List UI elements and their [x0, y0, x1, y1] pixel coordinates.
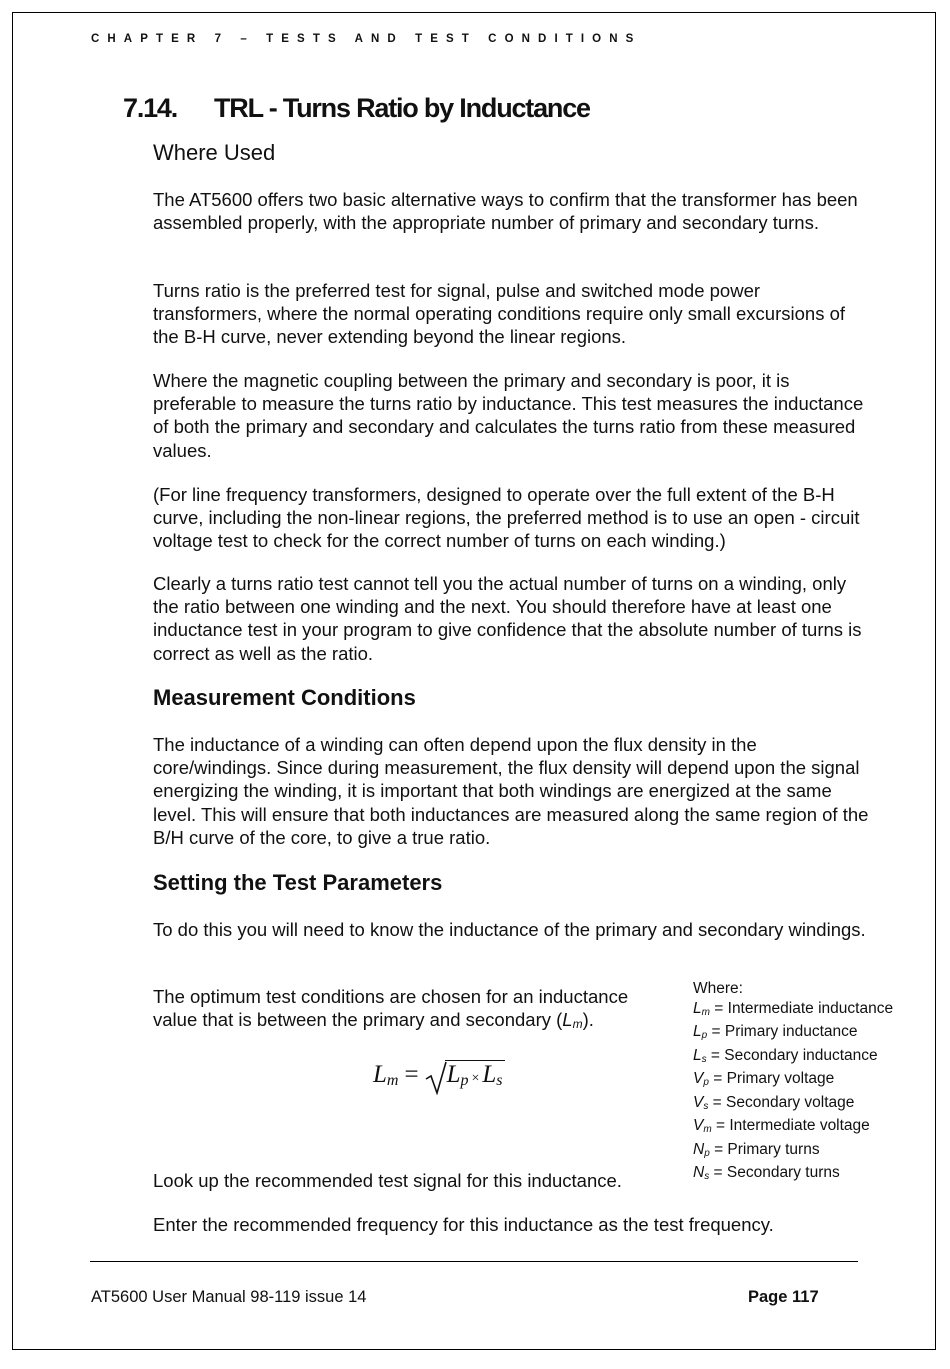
- formula-lhs: L: [373, 1061, 387, 1088]
- where-used-para-2: Turns ratio is the preferred test for signal, pulse and switched mode power transformers, where the normal operating conditions require only small excursions of the B-H curve, never extending beyond the linear regions.: [153, 280, 846, 348]
- legend-item: $L_p$ = Primary inductance: [693, 1023, 858, 1041]
- setting-heading-wrap: [153, 870, 873, 896]
- setting-para-1-wrap: [153, 918, 873, 941]
- formula-b: L: [482, 1061, 497, 1088]
- measurement-conditions-heading: Measurement Conditions: [153, 685, 416, 710]
- legend-item: $N_p$ = Primary turns: [693, 1140, 820, 1159]
- setting-para-2-text: The optimum test conditions are chosen for an inductance value that is between the primary and secondary (: [153, 986, 629, 1031]
- legend-item: $L_m$ = Intermediate inductance: [693, 999, 894, 1018]
- formula-sqrt-content: [445, 1060, 505, 1088]
- formula-lhs-sub: m: [386, 1072, 399, 1089]
- where-used-para-4-wrap: [153, 483, 873, 553]
- variable-legend: [693, 979, 893, 1187]
- measurement-heading-wrap: [153, 685, 873, 711]
- where-used-para-1-wrap: [153, 188, 873, 234]
- setting-para-4-wrap: [153, 1213, 873, 1236]
- setting-para-2: [153, 985, 663, 1036]
- setting-para-2-end: ).: [582, 1009, 594, 1031]
- setting-para-2-var: L: [562, 1009, 573, 1031]
- where-used-heading: Where Used: [153, 140, 276, 165]
- where-used-para-5-wrap: [153, 572, 873, 665]
- manual-page: [12, 12, 936, 1350]
- section-number: 7.14.: [123, 93, 178, 123]
- setting-para-2-wrap: [153, 985, 663, 1036]
- legend-item: $N_s$ = Secondary turns: [693, 1164, 840, 1182]
- where-used-para-3: Where the magnetic coupling between the primary and secondary is poor, it is preferable to measure the turns ratio by inductance. This test measures the inductance of both the primary and secondary and calculates the turns ratio from these measured values.: [153, 370, 864, 461]
- section-title: [123, 93, 590, 124]
- formula-a-sub: p: [460, 1072, 469, 1089]
- footer-divider: [90, 1261, 858, 1262]
- where-used-para-2-wrap: [153, 279, 873, 349]
- setting-para-3-wrap: [153, 1169, 873, 1192]
- where-used-para-5: Clearly a turns ratio test cannot tell you the actual number of turns on a winding, only the ratio between one winding and the next. You should therefore have at least one inductance test in your program to give confidence that the absolute number of turns is correct as well as the ratio.: [153, 573, 862, 664]
- legend-item: $V_s$ = Secondary voltage: [693, 1093, 855, 1112]
- measurement-para-wrap: [153, 733, 873, 849]
- where-used-para-1: The AT5600 offers two basic alternative ways to confirm that the transformer has been assembled properly, with the appropriate number of primary and secondary turns.: [153, 189, 858, 234]
- setting-parameters-heading: Setting the Test Parameters: [153, 870, 443, 895]
- formula-equals: =: [404, 1061, 419, 1088]
- footer-page-number: Page 117: [748, 1288, 819, 1306]
- setting-para-1: To do this you will need to know the inductance of the primary and secondary windings.: [153, 919, 866, 940]
- setting-para-3: Look up the recommended test signal for this inductance.: [153, 1170, 622, 1191]
- formula-times: ×: [471, 1071, 480, 1086]
- formula-a: L: [446, 1061, 461, 1088]
- where-used-para-4: (For line frequency transformers, designed to operate over the full extent of the B-H curve, including the non-linear regions, the preferred method is to use an open - circuit voltage test to check for the correct number of turns on each winding.): [153, 484, 860, 552]
- formula-sqrt: [425, 1061, 505, 1090]
- sqrt-sign-icon: [425, 1055, 447, 1095]
- footer-doc-id: AT5600 User Manual 98-119 issue 14: [91, 1288, 367, 1306]
- where-used-para-3-wrap: [153, 369, 873, 462]
- setting-para-4: Enter the recommended frequency for this inductance as the test frequency.: [153, 1214, 774, 1235]
- measurement-conditions-para: The inductance of a winding can often depend upon the flux density in the core/windings. Since during measurement, the flux density will depend upon the signal energizing the winding, it is important that both windings are energized at the same level. This will ensure that both inductances are measured along the same region of the B/H curve of the core, to give a true ratio.: [153, 734, 869, 848]
- inductance-formula: [373, 1061, 505, 1090]
- running-head: CHAPTER 7 – TESTS AND TEST CONDITIONS: [91, 33, 642, 45]
- where-used-heading-wrap: [153, 140, 873, 166]
- section-title-text: TRL - Turns Ratio by Inductance: [214, 93, 590, 123]
- legend-title: Where:: [693, 980, 743, 997]
- legend-item: $L_s$ = Secondary inductance: [693, 1046, 878, 1065]
- setting-para-2-sub: m: [572, 1017, 583, 1032]
- legend-item: $V_p$ = Primary voltage: [693, 1070, 835, 1088]
- legend-item: $V_m$ = Intermediate voltage: [693, 1117, 870, 1135]
- formula-b-sub: s: [496, 1072, 503, 1089]
